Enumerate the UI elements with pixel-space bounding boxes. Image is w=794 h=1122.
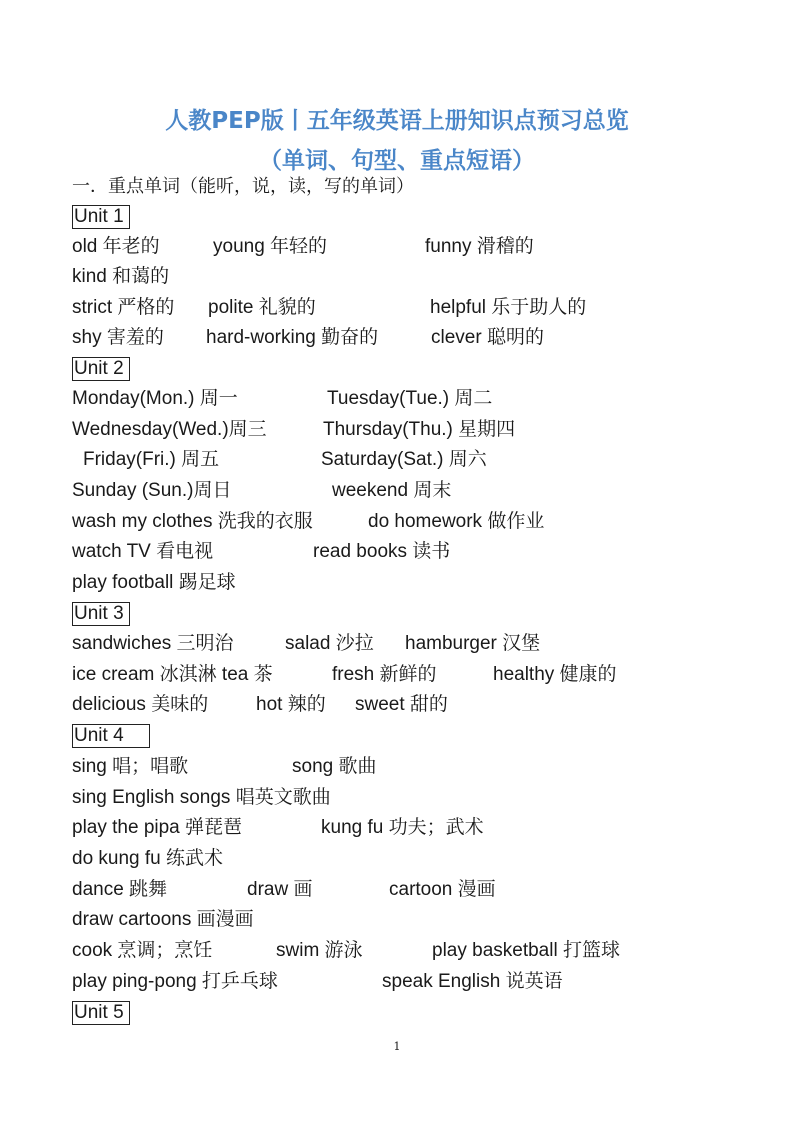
vocab-entry: Wednesday(Wed.)周三 — [72, 419, 267, 440]
vocab-entry: kind 和蔼的 — [72, 266, 170, 287]
vocab-entry: hamburger 汉堡 — [405, 633, 541, 654]
vocab-entry: sweet 甜的 — [355, 694, 448, 715]
vocab-entry: Friday(Fri.) 周五 — [83, 449, 220, 470]
vocab-entry: play basketball 打篮球 — [432, 940, 620, 961]
vocab-entry: hard-working 勤奋的 — [206, 327, 379, 348]
vocab-entry: Monday(Mon.) 周一 — [72, 388, 238, 409]
vocab-entry: Saturday(Sat.) 周六 — [321, 449, 487, 470]
vocab-entry: cartoon 漫画 — [389, 879, 496, 900]
document-title: 人教PEP版丨五年级英语上册知识点预习总览 — [165, 108, 629, 134]
vocab-entry: Thursday(Thu.) 星期四 — [323, 419, 516, 440]
vocab-entry: hot 辣的 — [256, 694, 326, 715]
unit-label-box: Unit 3 — [72, 602, 130, 626]
unit-label-box: Unit 1 — [72, 205, 130, 229]
section-heading: 一．重点单词（能听，说，读，写的单词） — [72, 176, 414, 197]
vocab-entry: play ping-pong 打乒乓球 — [72, 971, 278, 992]
vocab-entry: sing 唱；唱歌 — [72, 756, 189, 777]
unit-label-box: Unit 4 — [72, 724, 150, 748]
vocab-entry: healthy 健康的 — [493, 664, 617, 685]
vocab-entry: helpful 乐于助人的 — [430, 297, 587, 318]
vocab-entry: wash my clothes 洗我的衣服 — [72, 511, 313, 532]
vocab-entry: kung fu 功夫；武术 — [321, 817, 484, 838]
vocab-entry: ice cream 冰淇淋 tea 茶 — [72, 664, 273, 685]
vocab-entry: delicious 美味的 — [72, 694, 209, 715]
vocab-entry: funny 滑稽的 — [425, 236, 534, 257]
vocab-entry: polite 礼貌的 — [208, 297, 316, 318]
unit-label-box: Unit 5 — [72, 1001, 130, 1025]
vocab-entry: weekend 周末 — [332, 480, 452, 501]
page-number: 1 — [393, 1040, 401, 1053]
vocab-entry: shy 害羞的 — [72, 327, 164, 348]
vocab-entry: Sunday (Sun.)周日 — [72, 480, 232, 501]
vocab-entry: read books 读书 — [313, 541, 451, 562]
vocab-entry: song 歌曲 — [292, 756, 377, 777]
unit-label-box: Unit 2 — [72, 357, 130, 381]
vocab-entry: play the pipa 弹琵琶 — [72, 817, 243, 838]
vocab-entry: fresh 新鲜的 — [332, 664, 437, 685]
vocab-entry: do kung fu 练武术 — [72, 848, 224, 869]
vocab-entry: swim 游泳 — [276, 940, 363, 961]
vocab-entry: play football 踢足球 — [72, 572, 236, 593]
vocab-entry: dance 跳舞 — [72, 879, 168, 900]
vocab-entry: clever 聪明的 — [431, 327, 544, 348]
vocab-entry: do homework 做作业 — [368, 511, 545, 532]
vocab-entry: watch TV 看电视 — [72, 541, 214, 562]
vocab-entry: old 年老的 — [72, 236, 160, 257]
vocab-entry: sandwiches 三明治 — [72, 633, 234, 654]
vocab-entry: young 年轻的 — [213, 236, 328, 257]
vocab-entry: speak English 说英语 — [382, 971, 563, 992]
vocab-entry: cook 烹调；烹饪 — [72, 940, 213, 961]
vocab-entry: sing English songs 唱英文歌曲 — [72, 787, 331, 808]
vocab-entry: Tuesday(Tue.) 周二 — [327, 388, 493, 409]
document-subtitle: （单词、句型、重点短语） — [259, 148, 535, 174]
vocab-entry: draw cartoons 画漫画 — [72, 909, 254, 930]
vocab-entry: salad 沙拉 — [285, 633, 374, 654]
vocab-entry: strict 严格的 — [72, 297, 175, 318]
vocab-entry: draw 画 — [247, 879, 313, 900]
